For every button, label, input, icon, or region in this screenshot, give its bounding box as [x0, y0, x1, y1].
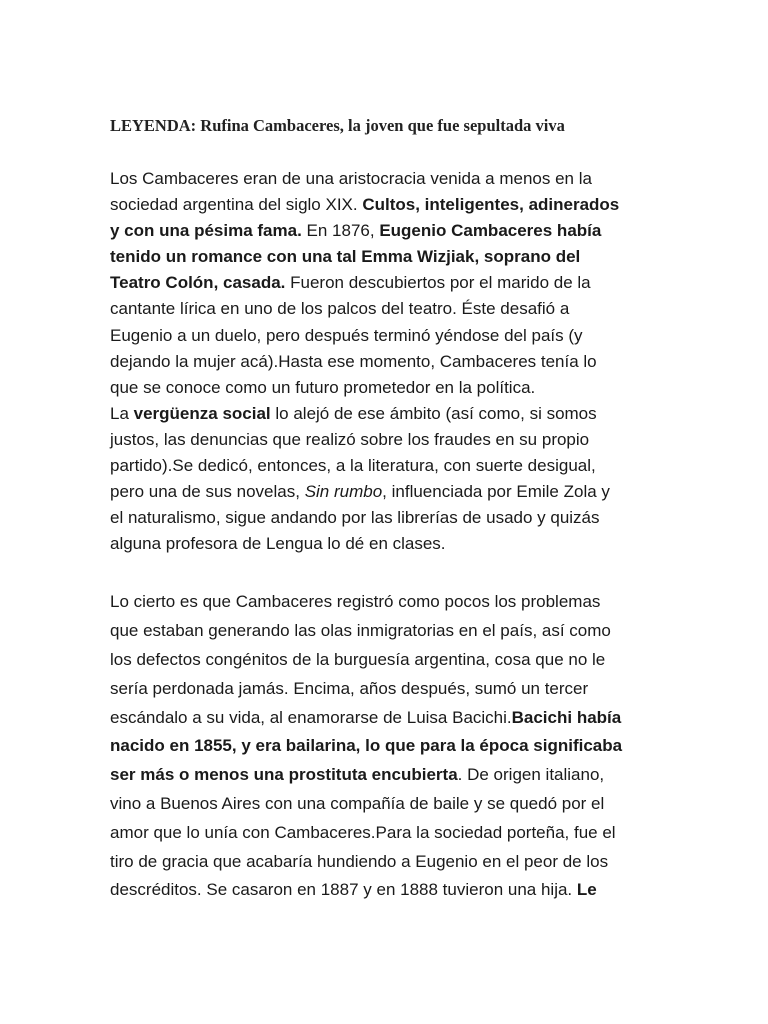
text-run: , influenciada por Emile Zola y: [382, 482, 610, 502]
document-page: [110, 112, 670, 905]
document-title: LEYENDA: Rufina Cambaceres, la joven que fue sepultada viva: [110, 116, 565, 135]
bold-text: Bacichi había: [511, 707, 622, 727]
text-run: sociedad argentina del siglo XIX.: [110, 195, 363, 215]
text-line: [110, 848, 670, 877]
text-run: alguna profesora de Lengua lo dé en clases.: [110, 534, 446, 554]
text-line: [110, 479, 670, 505]
text-run: En 1876,: [301, 221, 380, 241]
text-run: sería perdonada jamás. Encima, años después, sumó un tercer: [110, 678, 589, 698]
bold-text: vergüenza social: [133, 403, 271, 423]
paragraph-2: [110, 401, 670, 558]
text-line: [110, 732, 670, 761]
text-run: amor que lo unía con Cambaceres.Para la sociedad porteña, fue el: [110, 822, 616, 842]
text-line: [110, 505, 670, 531]
text-run: tiro de gracia que acabaría hundiendo a Eugenio en el peor de los: [110, 851, 609, 871]
text-line: [110, 704, 670, 733]
text-line: [110, 617, 670, 646]
text-run: La: [110, 403, 134, 423]
bold-text: tenido un romance con una tal Emma Wizjiak, soprano del: [110, 247, 581, 267]
text-run: Los Cambaceres eran de una aristocracia venida a menos en la: [110, 169, 592, 188]
text-line: [110, 588, 670, 617]
text-run: el naturalismo, sigue andando por las librerías de usado y quizás: [110, 508, 600, 528]
text-line: [110, 646, 670, 675]
text-line: [110, 244, 670, 270]
text-run: . De origen italiano,: [457, 765, 605, 785]
text-run: partido).Se dedicó, entonces, a la literatura, con suerte desigual,: [110, 456, 596, 476]
text-line: [110, 375, 670, 401]
text-line: [110, 761, 670, 790]
paragraph-3: [110, 588, 670, 905]
text-line: [110, 401, 670, 427]
bold-text: Teatro Colón, casada.: [110, 273, 286, 293]
text-run: Eugenio a un duelo, pero después terminó yéndose del país (y: [110, 325, 583, 345]
bold-text: Cultos, inteligentes, adinerados: [362, 195, 620, 215]
text-line: [110, 790, 670, 819]
text-line: [110, 819, 670, 848]
text-line: [110, 166, 670, 192]
text-run: lo alejó de ese ámbito (así como, si somos: [270, 403, 597, 423]
text-run: los defectos congénitos de la burguesía argentina, cosa que no le: [110, 650, 606, 669]
text-run: pero una de sus novelas,: [110, 482, 305, 502]
text-run: cantante lírica en uno de los palcos del teatro. Éste desafió a: [110, 299, 570, 319]
bold-text: Eugenio Cambaceres había: [379, 221, 602, 241]
paragraph-1: [110, 166, 670, 401]
text-run: que se conoce como un futuro prometedor en la política.: [110, 377, 536, 397]
text-line: [110, 531, 670, 557]
text-line: [110, 218, 670, 244]
text-line: [110, 349, 670, 375]
text-run: que estaban generando las olas inmigratorias en el país, así como: [110, 621, 611, 641]
text-line: [110, 323, 670, 349]
text-run: justos, las denuncias que realizó sobre los fraudes en su propio: [110, 429, 590, 449]
text-line: [110, 270, 670, 296]
italic-text: Sin rumbo: [304, 482, 383, 502]
text-run: vino a Buenos Aires con una compañía de baile y se quedó por el: [110, 793, 605, 813]
text-run: escándalo a su vida, al enamorarse de Luisa Bacichi.: [110, 707, 512, 727]
text-line: [110, 427, 670, 453]
text-run: Lo cierto es que Cambaceres registró como pocos los problemas: [110, 592, 601, 612]
text-run: descréditos. Se casaron en 1887 y en 1888 tuvieron una hija.: [110, 880, 577, 900]
text-run: Fueron descubiertos por el marido de la: [285, 273, 591, 293]
text-line: [110, 876, 670, 905]
bold-text: ser más o menos una prostituta encubierta: [110, 765, 458, 785]
bold-text: Le: [576, 880, 597, 900]
text-line: [110, 296, 670, 322]
bold-text: y con una pésima fama.: [110, 221, 302, 241]
bold-text: nacido en 1855, y era bailarina, lo que para la época significaba: [110, 736, 623, 756]
text-run: dejando la mujer acá).Hasta ese momento, Cambaceres tenía lo: [110, 351, 597, 371]
text-line: [110, 453, 670, 479]
text-line: [110, 675, 670, 704]
text-line: [110, 192, 670, 218]
